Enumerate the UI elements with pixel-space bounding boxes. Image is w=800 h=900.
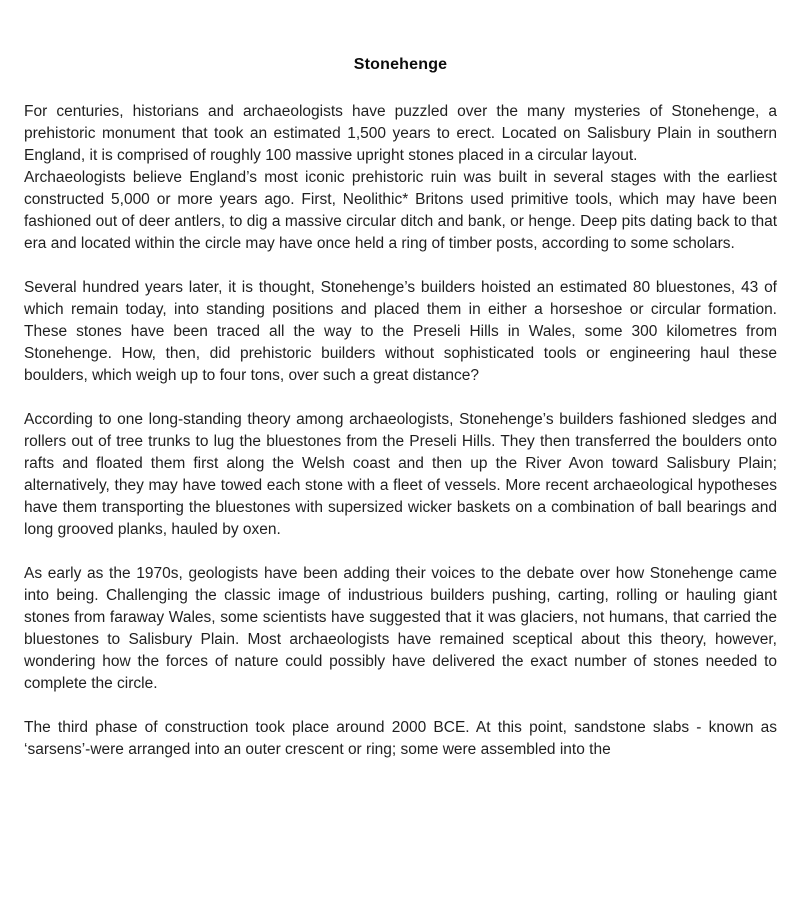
paragraph-transport-theory: According to one long-standing theory among archaeologists, Stonehenge’s builders fashioned sledges and rollers out of tree trunks to lug the bluestones from the Preseli Hills. They then transferred the boulders onto rafts and floated them first along the Welsh coast and then up the River Avon toward Salisbury Plain; alternatively, they may have towed each stone with a fleet of vessels. More recent archaeological hypotheses have them transporting the bluestones with supersized wicker baskets on a combination of ball bearings and long grooved planks, hauled by oxen. bbox=[24, 411, 777, 538]
paragraph-third-phase: The third phase of construction took place around 2000 BCE. At this point, sandstone slabs - known as ‘sarsens’-were arranged into an outer crescent or ring; some were assembled into the bbox=[24, 719, 777, 758]
paragraph-first-stage: Archaeologists believe England’s most iconic prehistoric ruin was built in several stages with the earliest constructed 5,000 or more years ago. First, Neolithic* Britons used primitive tools, which may have been fashioned out of deer antlers, to dig a massive circular ditch and bank, or henge. Deep pits dating back to that era and located within the circle may have once held a ring of timber posts, according to some scholars. bbox=[24, 169, 777, 252]
paragraph-intro: For centuries, historians and archaeologists have puzzled over the many mysteries of Stonehenge, a prehistoric monument that took an estimated 1,500 years to erect. Located on Salisbury Plain in southern England, it is comprised of roughly 100 massive upright stones placed in a circular layout. bbox=[24, 103, 777, 164]
document-title: Stonehenge bbox=[353, 56, 448, 73]
paragraph-bluestones: Several hundred years later, it is thought, Stonehenge’s builders hoisted an estimated 80 bluestones, 43 of which remain today, into standing positions and placed them in either a horseshoe or circular formation. These stones have been traced all the way to the Preseli Hills in Wales, some 300 kilometres from Stonehenge. How, then, did prehistoric builders without sophisticated tools or engineering haul these boulders, which weigh up to four tons, over such a great distance? bbox=[24, 279, 777, 384]
document-body bbox=[24, 101, 777, 761]
paragraph-glacier-theory: As early as the 1970s, geologists have been adding their voices to the debate over how Stonehenge came into being. Challenging the classic image of industrious builders pushing, carting, rolling or hauling giant stones from faraway Wales, some scientists have suggested that it was glaciers, not humans, that carried the bluestones to Salisbury Plain. Most archaeologists have remained sceptical about this theory, however, wondering how the forces of nature could possibly have delivered the exact number of stones needed to complete the circle. bbox=[24, 565, 777, 692]
